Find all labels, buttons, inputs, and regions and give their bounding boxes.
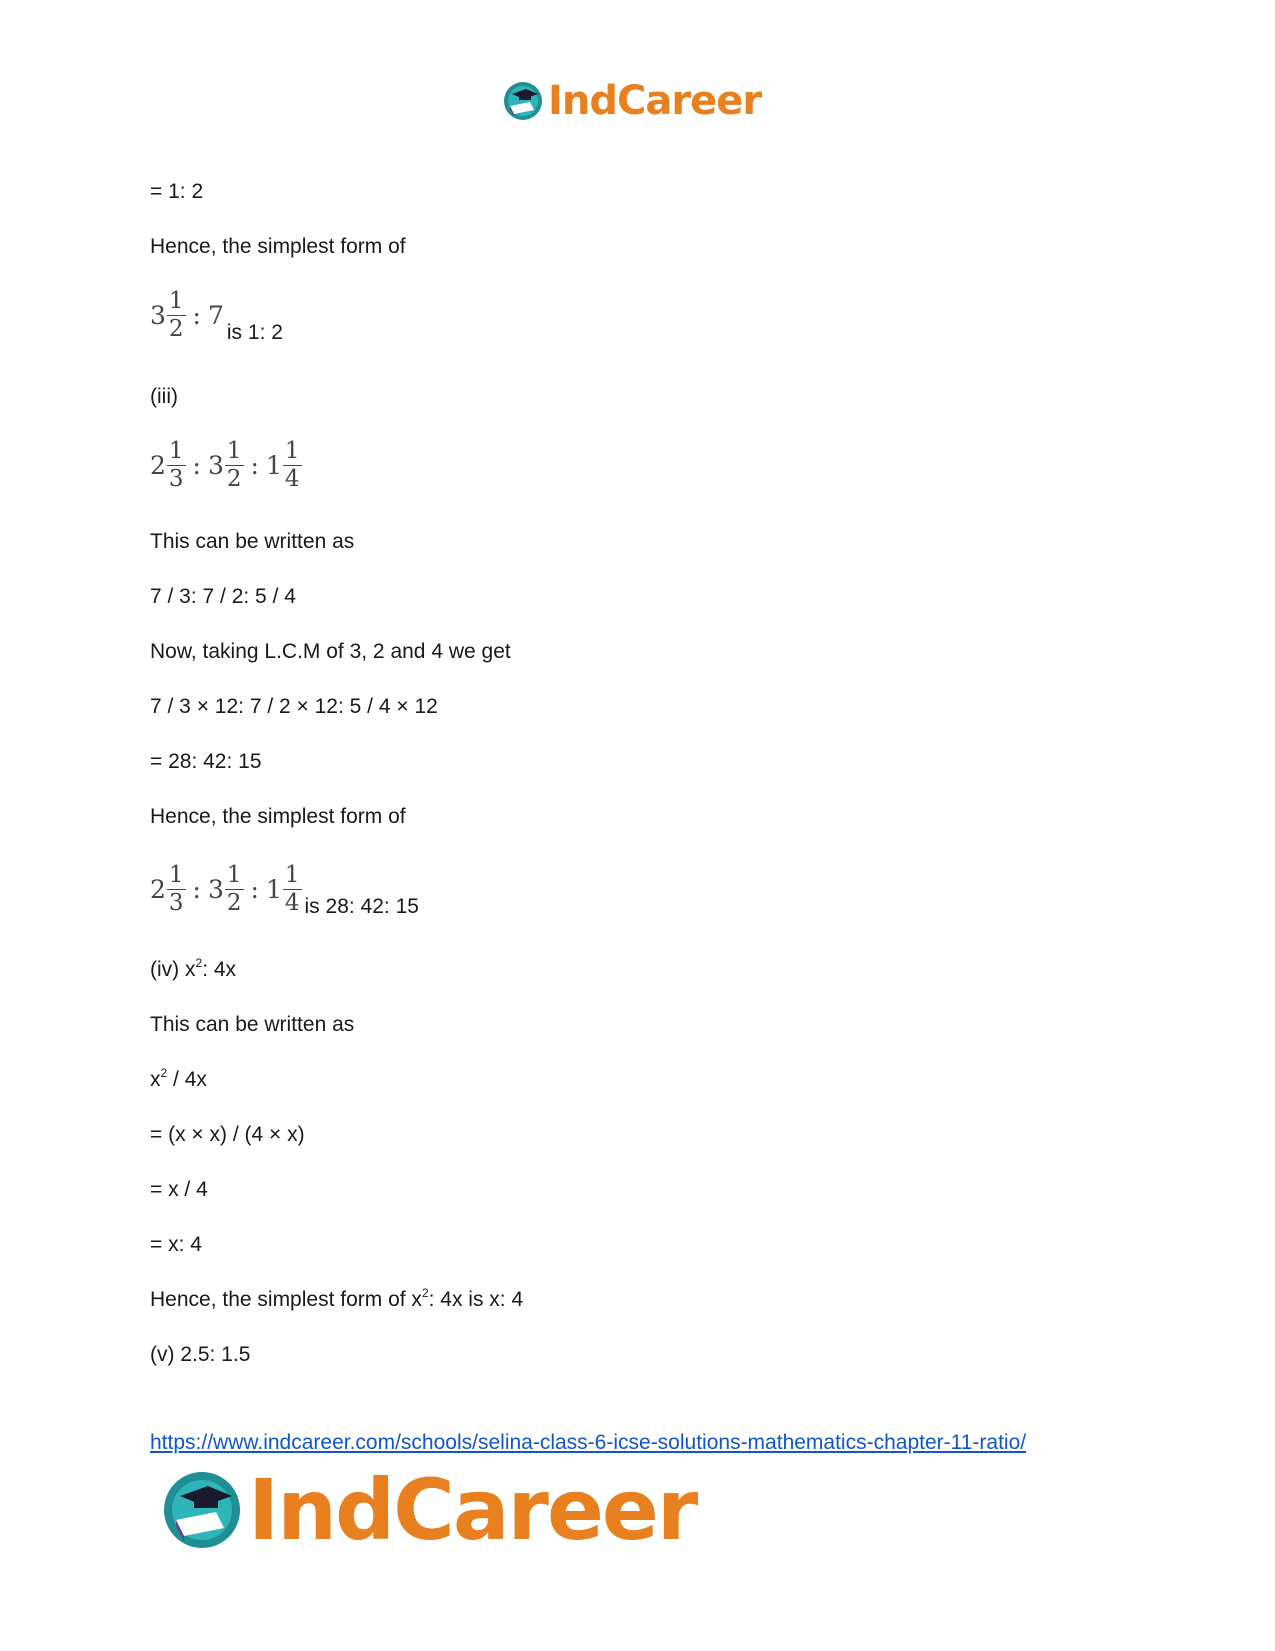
fraction: $\frac{1}{3}$	[168, 438, 184, 492]
mixed-number: 1 $\frac{1}{4}$	[265, 438, 300, 492]
fraction: $\frac{1}{4}$	[284, 862, 300, 916]
text-line: = 1: 2	[150, 180, 204, 203]
math-expression: 3 $\frac{1}{2}$ : 7 is 1: 2	[150, 288, 283, 344]
text-inline: is 1: 2	[226, 321, 283, 344]
fraction: $\frac{1}{3}$	[168, 862, 184, 916]
text-line: This can be written as	[150, 1013, 355, 1036]
mixed-number: 3 $\frac{1}{2}$	[207, 862, 242, 916]
text-line: (iv) $x^2$: 4x	[150, 956, 237, 981]
mixed-number: 2 $\frac{1}{3}$	[150, 862, 184, 916]
text-line: Now, taking L.C.M of 3, 2 and 4 we get	[150, 640, 511, 663]
logo-text: IndCareer	[248, 1461, 697, 1559]
fraction: $\frac{1}{2}$	[226, 438, 242, 492]
text-line: = 28: 42: 15	[150, 750, 262, 773]
source-link[interactable]: https://www.indcareer.com/schools/selina-class-6-icse-solutions-mathematics-chapter-11-ratio/	[150, 1431, 1027, 1454]
text-line: This can be written as	[150, 530, 355, 553]
text-inline: is 28: 42: 15	[304, 895, 419, 918]
text-line: 7 / 3: 7 / 2: 5 / 4	[150, 585, 296, 608]
fraction: $\frac{1}{2}$	[168, 288, 184, 342]
math-expression: 2 $\frac{1}{3}$ : 3 $\frac{1}{2}$ : 1 $\frac{1}{4}$ is 28: 42: 15	[150, 862, 419, 918]
text-line: Hence, the simplest form of	[150, 235, 406, 258]
text-line: = x: 4	[150, 1233, 202, 1256]
mixed-number: 1 $\frac{1}{4}$	[265, 862, 300, 916]
text-line: $x^2 / 4x$	[150, 1066, 207, 1091]
mixed-number: 3 $\frac{1}{2}$	[207, 438, 242, 492]
graduation-book-icon	[160, 1468, 244, 1552]
text-line: = (x × x) / (4 × x)	[150, 1123, 305, 1146]
fraction: $\frac{1}{4}$	[284, 438, 300, 492]
mixed-number: 2 $\frac{1}{3}$	[150, 438, 184, 492]
text-line: Hence, the simplest form of	[150, 805, 406, 828]
footer-logo	[160, 1461, 697, 1559]
graduation-book-icon	[502, 80, 544, 122]
mixed-number: 3 $\frac{1}{2}$	[150, 288, 184, 342]
text-line: (iii)	[150, 385, 178, 408]
text-line: 7 / 3 × 12: 7 / 2 × 12: 5 / 4 × 12	[150, 695, 438, 718]
text-line: (v) 2.5: 1.5	[150, 1343, 251, 1366]
text-line: Hence, the simplest form of $x^2$: 4x is x: 4	[150, 1286, 524, 1311]
logo-text: IndCareer	[548, 78, 762, 124]
math-expression: 2 $\frac{1}{3}$ : 3 $\frac{1}{2}$ : 1 $\frac{1}{4}$	[150, 438, 300, 492]
text-line: = x / 4	[150, 1178, 208, 1201]
header-logo	[502, 80, 761, 122]
fraction: $\frac{1}{2}$	[226, 862, 242, 916]
